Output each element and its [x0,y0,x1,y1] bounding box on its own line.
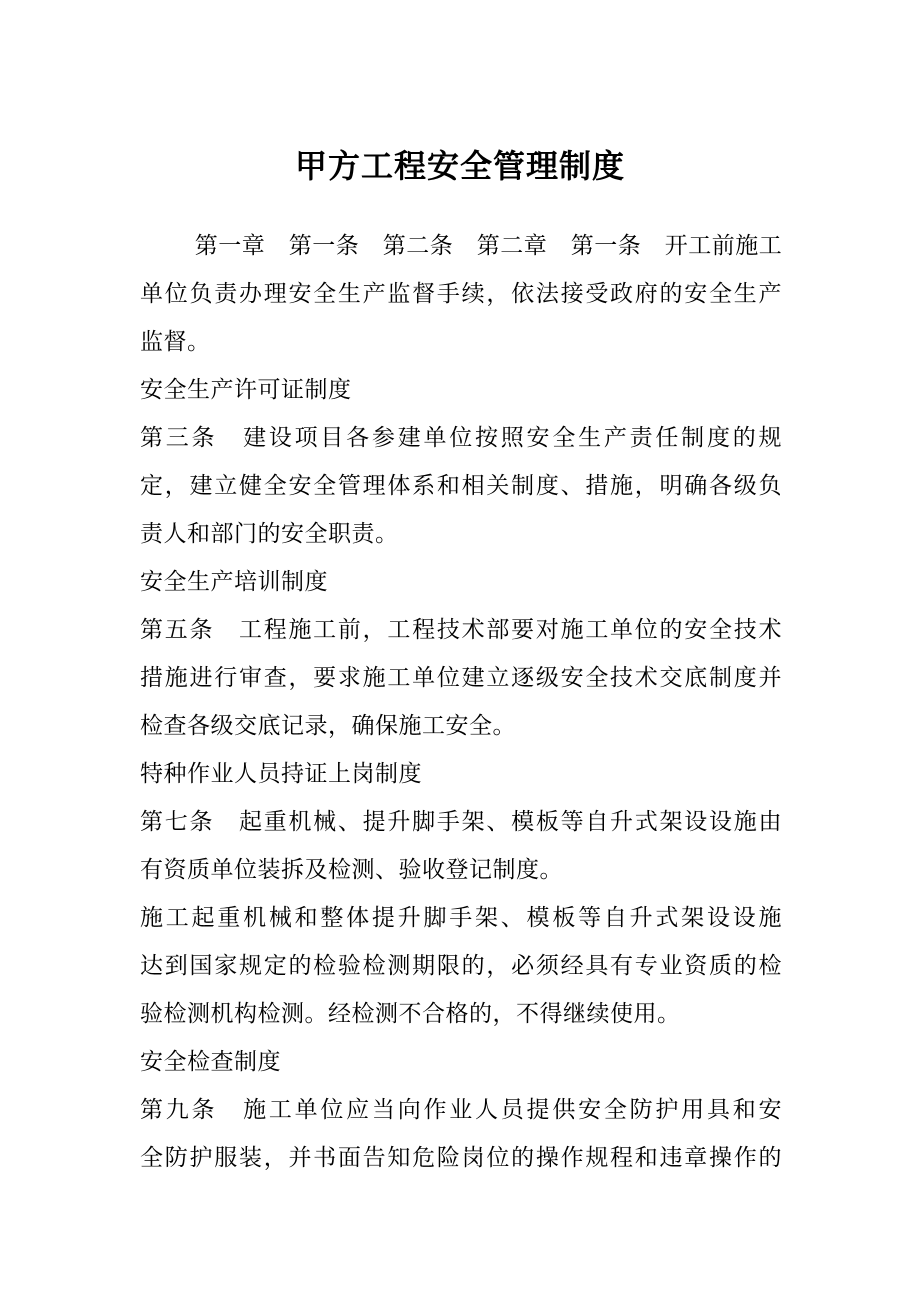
document-body [140,222,782,1182]
text-line: 第三条 建设项目各参建单位按照安全生产责任制度的规 [140,425,782,451]
text-line: 第一章 第一条 第二条 第二章 第一条 开工前施工 [140,233,782,259]
text-line: 单位负责办理安全生产监督手续，依法接受政府的安全生产 [140,281,782,307]
text-line: 第五条 工程施工前，工程技术部要对施工单位的安全技术 [140,617,782,643]
text-line: 达到国家规定的检验检测期限的，必须经具有专业资质的检 [140,953,782,979]
text-line: 第七条 起重机械、提升脚手架、模板等自升式架设设施由 [140,809,782,835]
text-line: 全防护服装，并书面告知危险岗位的操作规程和违章操作的 [140,1145,782,1171]
text-line: 监督。 [140,329,211,355]
text-line: 有资质单位装拆及检测、验收登记制度。 [140,857,563,883]
document-title: 甲方工程安全管理制度 [294,147,625,185]
text-line: 施工起重机械和整体提升脚手架、模板等自升式架设设施 [140,905,782,931]
text-line: 定，建立健全安全管理体系和相关制度、措施，明确各级负 [140,473,782,499]
section-heading: 安全检查制度 [140,1049,281,1075]
text-line: 责人和部门的安全职责。 [140,521,399,547]
text-line: 措施进行审查，要求施工单位建立逐级安全技术交底制度并 [140,665,782,691]
section-heading: 安全生产许可证制度 [140,377,352,403]
text-line: 第九条 施工单位应当向作业人员提供安全防护用具和安 [140,1097,782,1123]
text-line: 检查各级交底记录，确保施工安全。 [140,713,516,739]
text-line: 验检测机构检测。经检测不合格的，不得继续使用。 [140,1001,681,1027]
section-heading: 特种作业人员持证上岗制度 [140,761,422,787]
section-heading: 安全生产培训制度 [140,569,328,595]
